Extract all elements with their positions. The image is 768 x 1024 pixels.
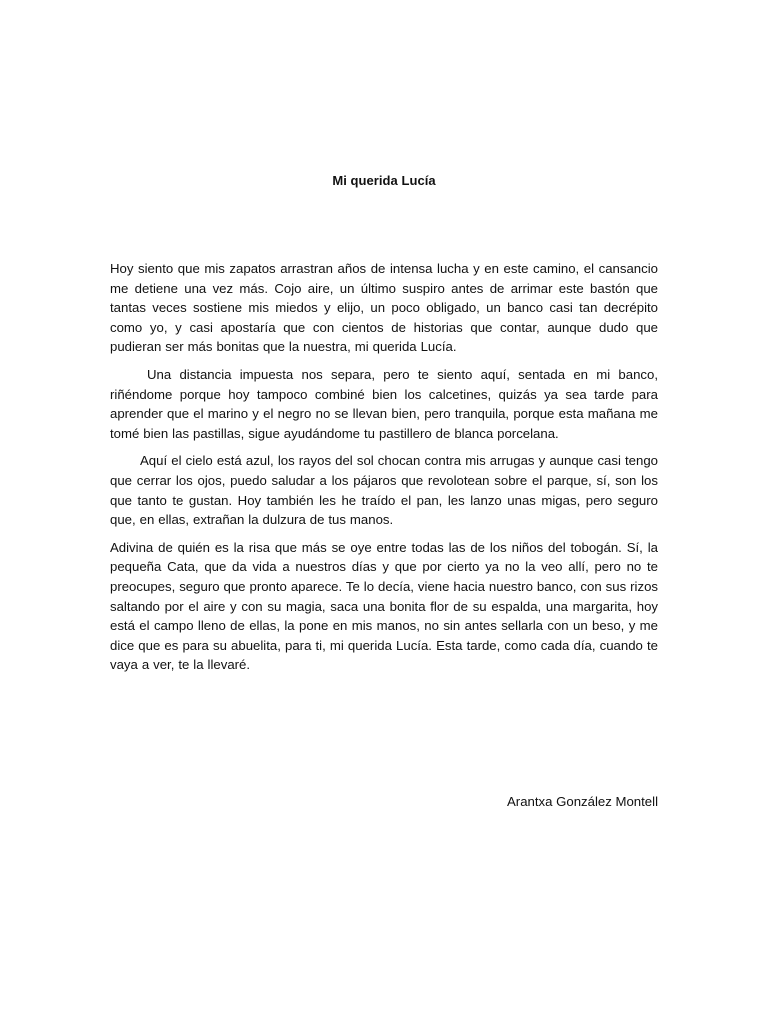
- paragraph-4: Adivina de quién es la risa que más se oye entre todas las de los niños del tobogán. Sí, la pequeña Cata, que da vida a nuestros días y que por cierto ya no la veo allí, pero no te preocupes, seguro que pronto aparece. Te lo decía, viene hacia nuestro banco, con sus rizos saltando por el aire y con su magia, saca una bonita flor de su espalda, una margarita, hoy está el campo lleno de ellas, la pone en mis manos, no sin antes sellarla con un beso, y me dice que es para su abuelita, para ti, mi querida Lucía. Esta tarde, como cada día, cuando te vaya a ver, te la llevaré.: [110, 539, 658, 673]
- paragraph-3: Aquí el cielo está azul, los rayos del sol chocan contra mis arrugas y aunque casi tengo que cerrar los ojos, puedo saludar a los pájaros que revolotean sobre el parque, sí, son los que tanto te gustan. Hoy también les he traído el pan, les lanzo unas migas, pero seguro que, en ellas, extrañan la dulzura de tus manos.: [110, 453, 658, 528]
- document-body: [110, 259, 658, 683]
- paragraph-1: Hoy siento que mis zapatos arrastran años de intensa lucha y en este camino, el cansancio me detiene una vez más. Cojo aire, un último suspiro antes de arrimar este bastón que tantas veces sostiene mis miedos y elijo, un poco obligado, un banco casi tan decrépito como yo, y casi apostaría que con cientos de historias que contar, aunque dudo que pudieran ser más bonitas que la nuestra, mi querida Lucía.: [110, 261, 658, 355]
- document-title: Mi querida Lucía: [332, 173, 436, 188]
- paragraph-2: Una distancia impuesta nos separa, pero te siento aquí, sentada en mi banco, riñéndome porque hoy tampoco combiné bien los calcetines, quizás ya sea tarde para aprender que el marino y el negro no se llevan bien, pero tranquila, porque esta mañana me tomé bien las pastillas, sigue ayudándome tu pastillero de blanca porcelana.: [110, 366, 658, 441]
- author-signature: Arantxa González Montell: [507, 794, 658, 809]
